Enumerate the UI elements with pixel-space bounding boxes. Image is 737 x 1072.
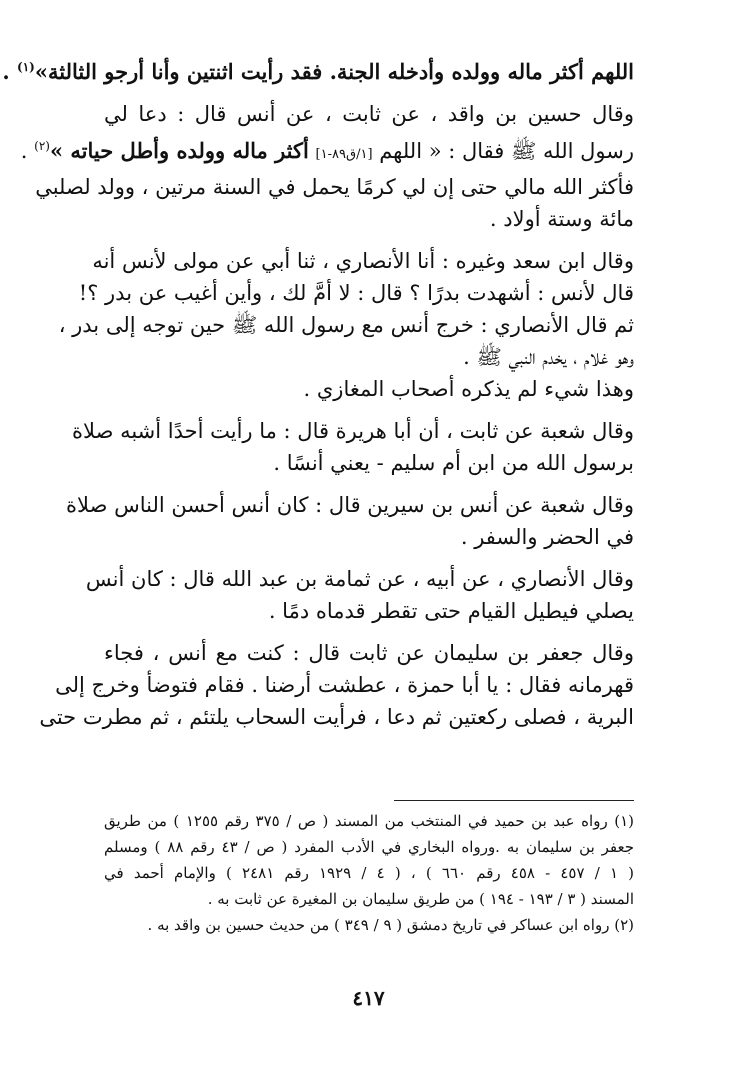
- main-text: [2, 52, 634, 734]
- text-segment: .: [2, 59, 10, 84]
- text-segment: أكثر ماله وولده وأطل حياته »: [49, 138, 309, 163]
- text-segment: .: [20, 139, 28, 163]
- footnote-divider: [394, 800, 634, 801]
- footnote-2-line-1: (٢) رواه ابن عساكر في تاريخ دمشق ( ٩ / ٣٤٩ ) من حديث حسين بن واقد به .: [147, 916, 634, 934]
- footnote-marker: (١): [17, 60, 35, 74]
- paragraph-2-line-1: وقال حسين بن واقد ، عن ثابت ، عن أنس قال : دعا لي: [104, 102, 634, 126]
- paragraph-8-line-1: وقال جعفر بن سليمان عن ثابت قال : كنت مع أنس ، فجاء: [104, 641, 634, 665]
- paragraph-3-line-2: قال لأنس : أشهدت بدرًا ؟ قال : لا أمَّ لك ، وأين أغيب عن بدر ؟!: [78, 281, 634, 305]
- paragraph-3-line-4: وهو غلام ، يخدم النبي ﷺ .: [463, 345, 634, 369]
- footnote-1-line-1: (١) رواه عبد بن حميد في المنتخب من المسند ( ص / ٣٧٥ رقم ١٢٥٥ ) من طريق: [104, 812, 634, 830]
- paragraph-1-line-1: [2, 52, 634, 87]
- paragraph-3-line-1: وقال ابن سعد وغيره : أنا الأنصاري ، ثنا أبي عن مولى لأنس أنه: [92, 249, 634, 273]
- page-number: ٤١٧: [352, 986, 385, 1010]
- paragraph-5-line-1: وقال شعبة عن ثابت ، أن أبا هريرة قال : ما رأيت أحدًا أشبه صلاة: [72, 419, 634, 443]
- footnote-1-line-2: جعفر بن سليمان به .ورواه البخاري في الأدب المفرد ( ص / ٤٣ رقم ٨٨ ) ومسلم: [104, 838, 634, 856]
- paragraph-7-line-1: وقال الأنصاري ، عن أبيه ، عن ثمامة بن عبد الله قال : كان أنس: [85, 567, 634, 591]
- paragraph-2-line-3: فأكثر الله مالي حتى إن لي كرمًا يحمل في السنة مرتين ، وولد لصلبي: [35, 175, 634, 199]
- paragraph-3-line-3: ثم قال الأنصاري : خرج أنس مع رسول الله ﷺ حين توجه إلى بدر ،: [58, 313, 634, 337]
- text-segment: اللهم أكثر ماله وولده وأدخله الجنة. فقد رأيت اثنتين وأنا أرجو الثالثة»: [34, 59, 634, 84]
- paragraph-7-line-2: يصلي فيطيل القيام حتى تقطر قدماه دمًا .: [268, 599, 634, 623]
- paragraph-6-line-2: في الحضر والسفر .: [460, 525, 634, 549]
- footnote-marker: (٢): [34, 139, 50, 153]
- paragraph-8-line-2: قهرمانه فقال : يا أبا حمزة ، عطشت أرضنا . فقام فتوضأ وخرج إلى: [55, 673, 634, 697]
- footnote-1-line-4: المسند ( ٣ / ١٩٣ - ١٩٤ ) من طريق سليمان بن المغيرة عن ثابت به .: [207, 890, 634, 908]
- footnotes: [104, 808, 634, 938]
- paragraph-4-line-1: وهذا شيء لم يذكره أصحاب المغازي .: [303, 377, 634, 401]
- text-segment: رسول الله ﷺ فقال : « اللهم: [379, 139, 634, 163]
- manuscript-reference: [١/ق٨٩-١]: [315, 147, 373, 162]
- paragraph-5-line-2: برسول الله من ابن أم سليم - يعني أنسًا .: [273, 451, 634, 475]
- footnote-1-line-3: ( ١ / ٤٥٧ - ٤٥٨ رقم ٦٦٠ ) ، ( ٤ / ١٩٢٩ رقم ٢٤٨١ ) والإمام أحمد في: [104, 864, 635, 882]
- paragraph-6-line-1: وقال شعبة عن أنس بن سيرين قال : كان أنس أحسن الناس صلاة: [66, 493, 634, 517]
- paragraph-2-line-4: مائة وستة أولاد .: [489, 207, 634, 231]
- paragraph-2-line-2: [20, 131, 634, 170]
- paragraph-8-line-3: البرية ، فصلى ركعتين ثم دعا ، فرأيت السحاب يلتئم ، ثم مطرت حتى: [39, 705, 634, 729]
